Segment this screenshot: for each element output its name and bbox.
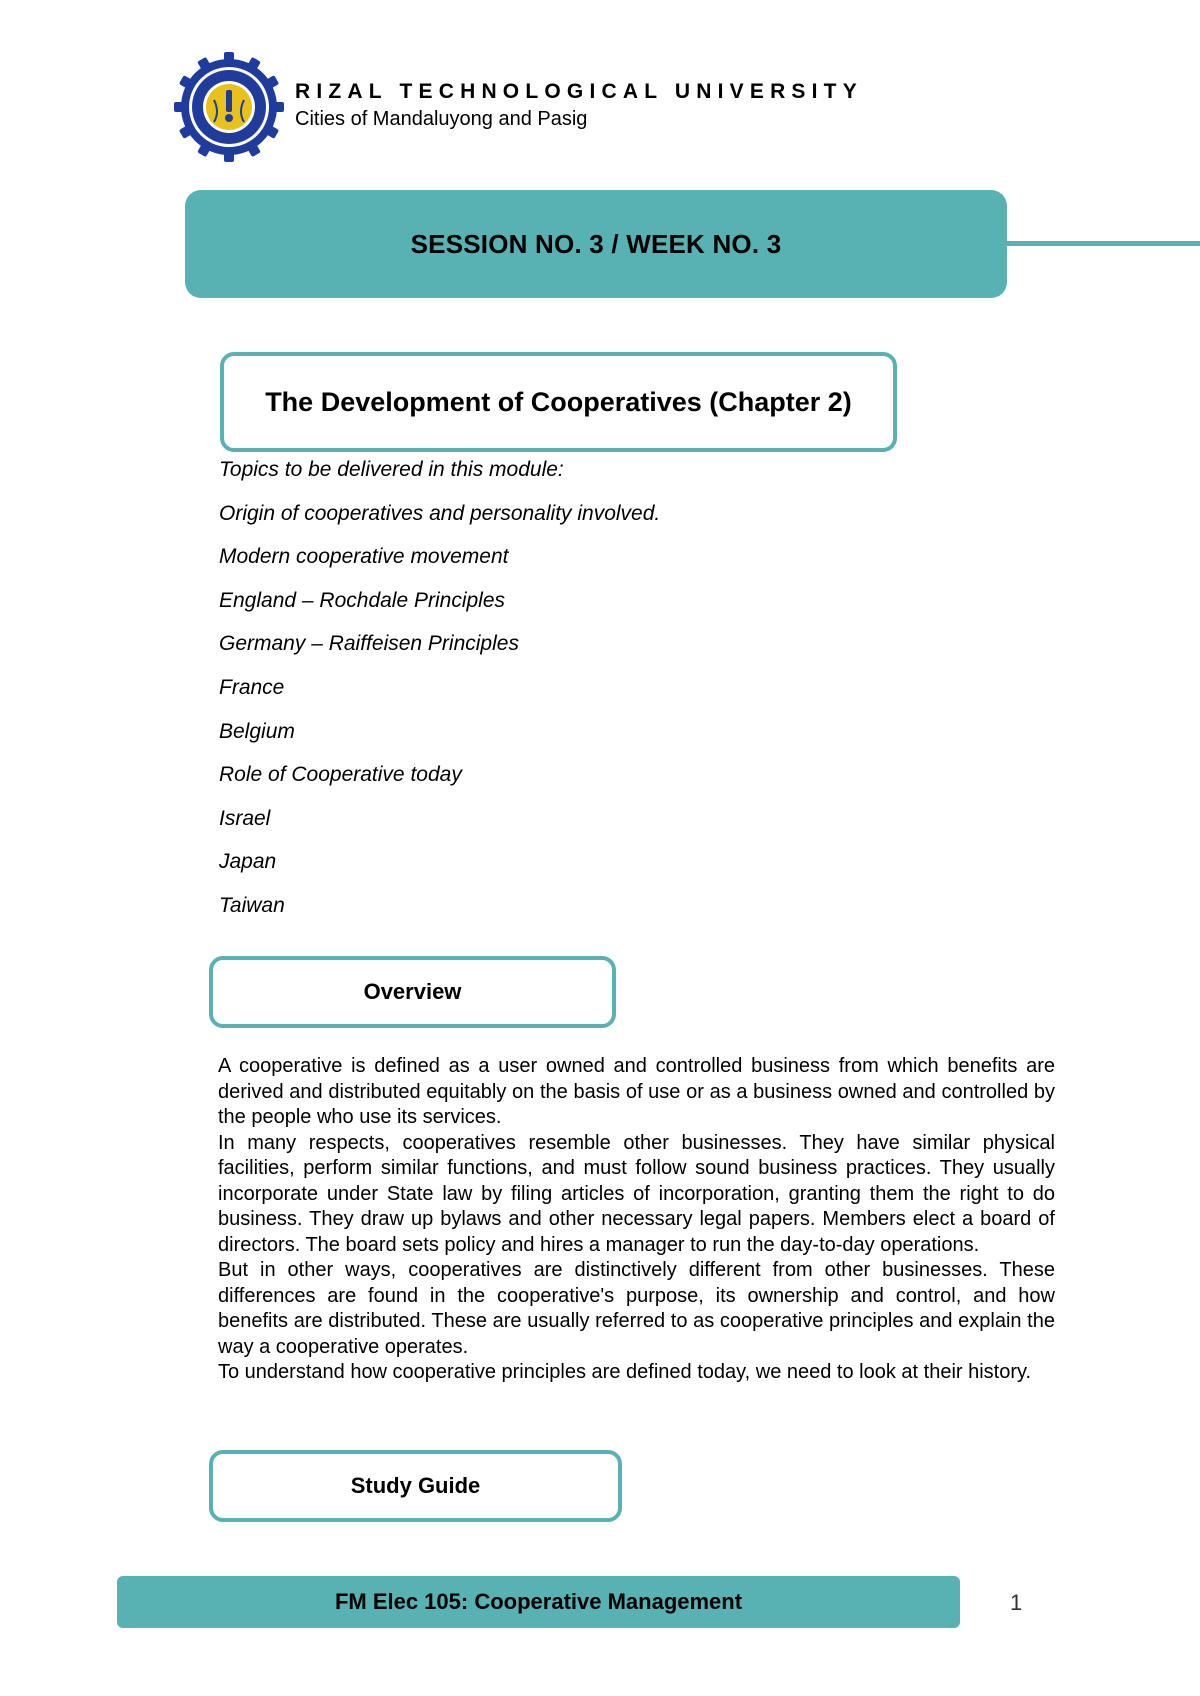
topic-item: Germany – Raiffeisen Principles bbox=[219, 632, 519, 656]
topic-item: Japan bbox=[219, 850, 277, 874]
overview-paragraph: To understand how cooperative principles are defined today, we need to look at their history. bbox=[218, 1361, 1032, 1383]
topics-intro: Topics to be delivered in this module: bbox=[219, 458, 564, 481]
rtu-seal-icon bbox=[174, 52, 284, 162]
topic-item: Origin of cooperatives and personality involved. bbox=[219, 501, 661, 525]
study-guide-heading: Study Guide bbox=[350, 1473, 481, 1498]
topic-item: Israel bbox=[219, 806, 271, 830]
session-label: SESSION NO. 3 / WEEK NO. 3 bbox=[410, 228, 782, 259]
session-banner-line bbox=[1007, 241, 1200, 246]
university-name: RIZAL TECHNOLOGICAL UNIVERSITY bbox=[295, 80, 863, 103]
overview-paragraph: A cooperative is defined as a user owned and controlled business from which benefits are derived and distributed equitably on the basis of use or as a business owned and controlled by the people who use its services. bbox=[218, 1055, 1055, 1128]
topic-item: France bbox=[219, 675, 285, 699]
overview-paragraph: But in other ways, cooperatives are distinctively different from other businesses. These differences are found in the cooperative's purpose, its ownership and control, and how benefits are distributed. These are usually referred to as cooperative principles and explain the way a cooperative operates. bbox=[218, 1259, 1055, 1358]
module-title-box bbox=[220, 352, 897, 452]
overview-body bbox=[218, 1054, 1055, 1386]
topics-list bbox=[219, 458, 660, 938]
page-number: 1 bbox=[1010, 1590, 1023, 1615]
overview-paragraph: In many respects, cooperatives resemble other businesses. They have similar physical facilities, perform similar functions, and must follow sound business practices. They usually incorporate under State law by filing articles of incorporation, granting them the right to do business. They draw up bylaws and other necessary legal papers. Members elect a board of directors. The board sets policy and hires a manager to run the day-to-day operations. bbox=[218, 1131, 1055, 1256]
overview-heading-box bbox=[209, 956, 616, 1028]
university-location: Cities of Mandaluyong and Pasig bbox=[295, 108, 588, 130]
topic-item: England – Rochdale Principles bbox=[219, 588, 506, 612]
footer-course-bar bbox=[117, 1576, 960, 1628]
session-banner bbox=[185, 190, 1007, 298]
module-title: The Development of Cooperatives (Chapter 2) bbox=[265, 386, 852, 417]
overview-heading: Overview bbox=[363, 979, 462, 1004]
study-guide-heading-box bbox=[209, 1450, 622, 1522]
topic-item: Belgium bbox=[219, 719, 295, 743]
footer-course-title: FM Elec 105: Cooperative Management bbox=[334, 1589, 743, 1614]
topic-item: Role of Cooperative today bbox=[219, 763, 462, 787]
topic-item: Modern cooperative movement bbox=[219, 545, 509, 569]
topic-item: Taiwan bbox=[219, 893, 285, 917]
